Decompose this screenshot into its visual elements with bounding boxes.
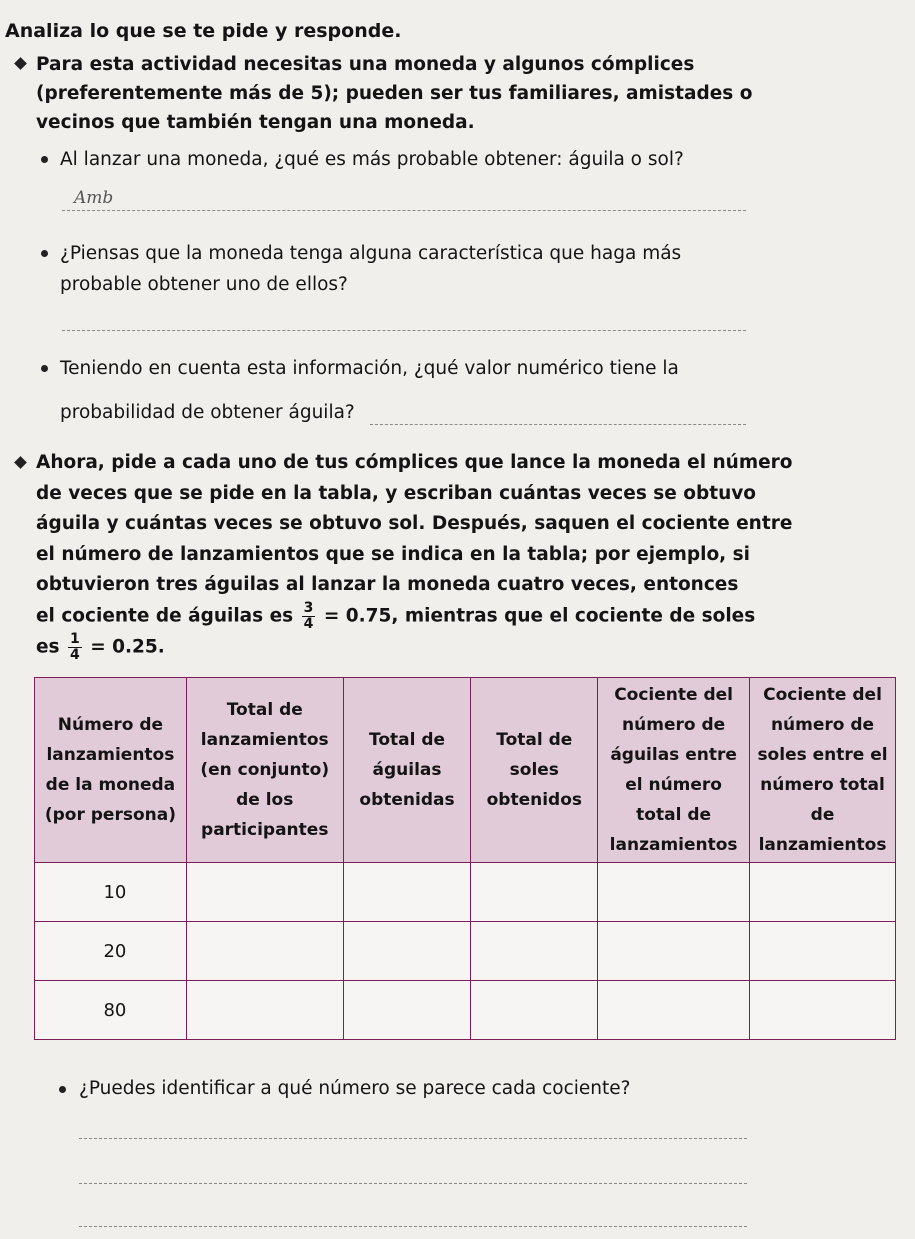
soles-cell[interactable] xyxy=(471,981,598,1040)
instructions-line-2: de veces que se pide en la tabla, y escriban cuántas veces se obtuvo xyxy=(36,482,757,504)
header-launches-per-person: Número de lanzamientos de la moneda (por persona) xyxy=(35,678,187,863)
fraction-three-quarters xyxy=(302,601,316,632)
total-launches-cell[interactable] xyxy=(186,922,343,981)
answer-line-1[interactable] xyxy=(62,210,746,211)
instructions-line-5: obtuvieron tres águilas al lanzar la moneda cuatro veces, entonces xyxy=(36,574,739,595)
fraction-one-quarter xyxy=(68,632,82,663)
launches-cell: 80 xyxy=(35,981,187,1040)
bullet-dot-icon xyxy=(59,1086,66,1093)
aguilas-quotient-cell[interactable] xyxy=(598,922,750,981)
answer-line-3[interactable] xyxy=(370,424,746,425)
aguilas-cell[interactable] xyxy=(343,863,471,922)
soles-quotient-cell[interactable] xyxy=(750,922,896,981)
aguilas-quotient-cell[interactable] xyxy=(598,863,750,922)
aguilas-quotient-cell[interactable] xyxy=(598,981,750,1040)
diamond-bullet-icon xyxy=(14,456,27,469)
soles-cell[interactable] xyxy=(471,863,598,922)
header-total-launches: Total de lanzamientos (en conjunto) de los participantes xyxy=(186,678,343,863)
coin-toss-results-table xyxy=(34,677,896,1040)
diamond-bullet-icon xyxy=(14,57,27,70)
intro-paragraph xyxy=(36,50,906,137)
total-launches-cell[interactable] xyxy=(186,863,343,922)
fraction-1-numerator: 3 xyxy=(303,599,314,616)
intro-line-1: Para esta actividad necesitas una moneda y algunos cómplices xyxy=(36,54,695,75)
answer-line-5[interactable] xyxy=(79,1183,747,1184)
soles-cell[interactable] xyxy=(471,922,598,981)
answer-line-6[interactable] xyxy=(79,1226,747,1227)
question-3-line-2: probabilidad de obtener águila? xyxy=(60,402,355,423)
fraction-2-numerator: 1 xyxy=(70,630,80,647)
header-total-soles: Total de soles obtenidos xyxy=(471,678,598,863)
instructions-line-3: águila y cuántas veces se obtuvo sol. Después, saquen el cociente entre xyxy=(36,513,793,534)
table-header-row xyxy=(35,678,896,863)
launches-cell: 10 xyxy=(35,863,187,922)
header-total-aguilas: Total de águilas obtenidas xyxy=(343,678,471,863)
launches-cell: 20 xyxy=(35,922,187,981)
soles-quotient-cell[interactable] xyxy=(750,981,896,1040)
header-aguilas-quotient: Cociente del número de águilas entre el número total de lanzamientos xyxy=(598,678,750,863)
fraction-1-denominator: 4 xyxy=(303,615,314,632)
question-1-text: Al lanzar una moneda, ¿qué es más probable obtener: águila o sol? xyxy=(60,149,684,170)
table-row xyxy=(35,922,896,981)
answer-line-2[interactable] xyxy=(62,330,746,331)
aguilas-cell[interactable] xyxy=(343,922,471,981)
header-soles-quotient: Cociente del número de soles entre el número total de lanzamientos xyxy=(750,678,896,863)
instructions-line-7 xyxy=(36,632,906,663)
instructions-line-7-end: = 0.25. xyxy=(90,636,165,657)
fraction-2-denominator: 4 xyxy=(70,646,80,663)
instructions-line-4: el número de lanzamientos que se indica en la tabla; por ejemplo, si xyxy=(36,543,750,565)
bullet-dot-icon xyxy=(41,156,48,163)
intro-line-2: (preferentemente más de 5); pueden ser tus familiares, amistades o xyxy=(36,83,753,104)
total-launches-cell[interactable] xyxy=(186,981,343,1040)
question-2-line-1: ¿Piensas que la moneda tenga alguna característica que haga más xyxy=(60,243,682,264)
question-1-handwritten-answer: Amb xyxy=(74,188,114,208)
soles-quotient-cell[interactable] xyxy=(750,863,896,922)
aguilas-cell[interactable] xyxy=(343,981,471,1040)
question-3-line-1: Teniendo en cuenta esta información, ¿qué valor numérico tiene la xyxy=(60,358,679,379)
question-2-line-2: probable obtener uno de ellos? xyxy=(60,274,348,295)
table-row xyxy=(35,981,896,1040)
intro-line-3: vecinos que también tengan una moneda. xyxy=(36,112,475,133)
question-2-text xyxy=(60,238,681,300)
question-4-text: ¿Puedes identificar a qué número se parece cada cociente? xyxy=(79,1078,631,1099)
instructions-line-6-end: = 0.75, mientras que el cociente de soles xyxy=(323,605,756,626)
bullet-dot-icon xyxy=(41,365,48,372)
answer-line-4[interactable] xyxy=(79,1138,747,1139)
instructions-line-7-start: es xyxy=(36,636,60,657)
bullet-dot-icon xyxy=(41,250,48,257)
instructions-line-6 xyxy=(36,601,906,632)
instructions-line-6-start: el cociente de águilas es xyxy=(36,605,294,626)
instructions-line-1: Ahora, pide a cada uno de tus cómplices que lance la moneda el número xyxy=(36,452,793,473)
instructions-paragraph xyxy=(36,448,906,663)
activity-title: Analiza lo que se te pide y responde. xyxy=(5,20,402,42)
table-row xyxy=(35,863,896,922)
